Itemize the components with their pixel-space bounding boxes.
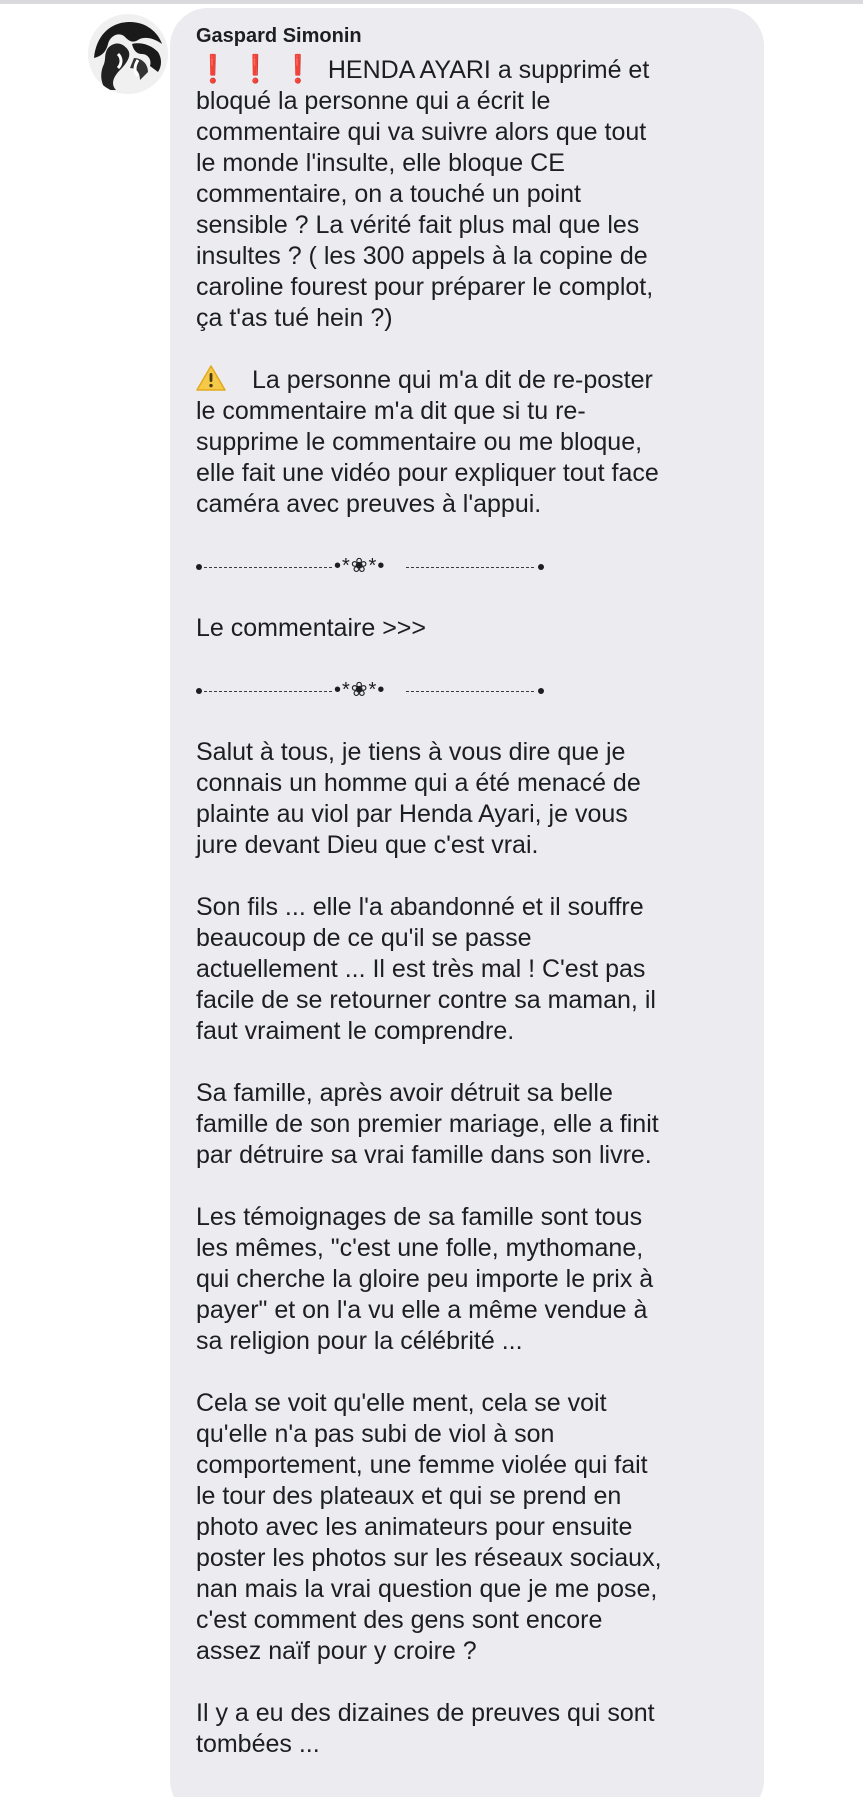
avatar-image xyxy=(88,14,168,94)
paragraph-1-text: HENDA AYARI a supprimé et bloqué la personne qui a écrit le commentaire qui va suivre alors que tout le monde l'insulte, elle bloque CE commentaire, on a touché un point sensible ? La vérité fait plus mal que les insultes ? ( les 300 appels à la copine de caroline fourest pour préparer le complot, ça t'as tué hein ?) xyxy=(196,56,654,332)
divider-dot xyxy=(538,564,544,570)
spacer xyxy=(196,582,744,613)
paragraph-5: Sa famille, après avoir détruit sa belle famille de son premier mariage, elle a finit par détruire sa vrai famille dans son livre. xyxy=(196,1079,659,1169)
divider-dash xyxy=(406,691,534,692)
exclamation-marks: ❗❗❗ xyxy=(196,54,324,84)
paragraph-7: Cela se voit qu'elle ment, cela se voit qu'elle n'a pas subi de viol à son comportement, une femme violée qui fait le tour des plateaux et qui se prend en photo avec les animateurs pour ensuite poster les photos sur les réseaux sociaux, nan mais la vrai question que je me pose, c'est comment des gens sont encore assez naïf pour y croire ? xyxy=(196,1389,662,1665)
intro-line: Le commentaire >>> xyxy=(196,614,426,642)
spacer xyxy=(196,1047,744,1078)
top-divider xyxy=(0,0,863,4)
divider-dot xyxy=(196,564,202,570)
avatar[interactable] xyxy=(88,14,168,94)
paragraph-6: Les témoignages de sa famille sont tous les mêmes, "c'est une folle, mythomane, qui cherche la gloire peu importe le prix à payer" et on l'a vu elle a même vendue à sa religion pour la célébrité ... xyxy=(196,1203,654,1355)
warning-icon xyxy=(196,365,226,391)
spacer xyxy=(196,644,744,675)
spacer xyxy=(196,1667,744,1698)
divider-ornament: •*❀*• xyxy=(334,679,386,701)
divider-dot xyxy=(196,688,202,694)
spacer xyxy=(196,1171,744,1202)
paragraph-2-text: La personne qui m'a dit de re-poster le commentaire m'a dit que si tu re- supprime le commentaire ou me bloque, elle fait une vidéo pour expliquer tout face caméra avec preuves à l'appui. xyxy=(196,366,659,518)
spacer xyxy=(196,334,744,365)
divider-dot xyxy=(538,688,544,694)
spacer xyxy=(196,520,744,551)
divider-dash xyxy=(204,691,332,692)
divider-ornament: •*❀*• xyxy=(334,555,386,577)
paragraph-8: Il y a eu des dizaines de preuves qui sont tombées ... xyxy=(196,1699,655,1758)
paragraph-2 xyxy=(196,365,744,520)
divider-dash xyxy=(406,567,534,568)
divider-dash xyxy=(204,567,332,568)
paragraph-3: Salut à tous, je tiens à vous dire que je connais un homme qui a été menacé de plainte au viol par Henda Ayari, je vous jure devant Dieu que c'est vrai. xyxy=(196,738,641,859)
spacer xyxy=(196,1357,744,1388)
ornament-divider xyxy=(196,675,556,706)
spacer xyxy=(196,706,744,737)
paragraph-1 xyxy=(196,54,744,334)
comment-bubble[interactable] xyxy=(170,8,764,1797)
author-name[interactable]: Gaspard Simonin xyxy=(196,25,362,47)
paragraph-4: Son fils ... elle l'a abandonné et il souffre beaucoup de ce qu'il se passe actuellement ... Il est très mal ! C'est pas facile de se retourner contre sa maman, il faut vraiment le comprendre. xyxy=(196,893,656,1045)
ornament-divider xyxy=(196,551,556,582)
spacer xyxy=(196,861,744,892)
